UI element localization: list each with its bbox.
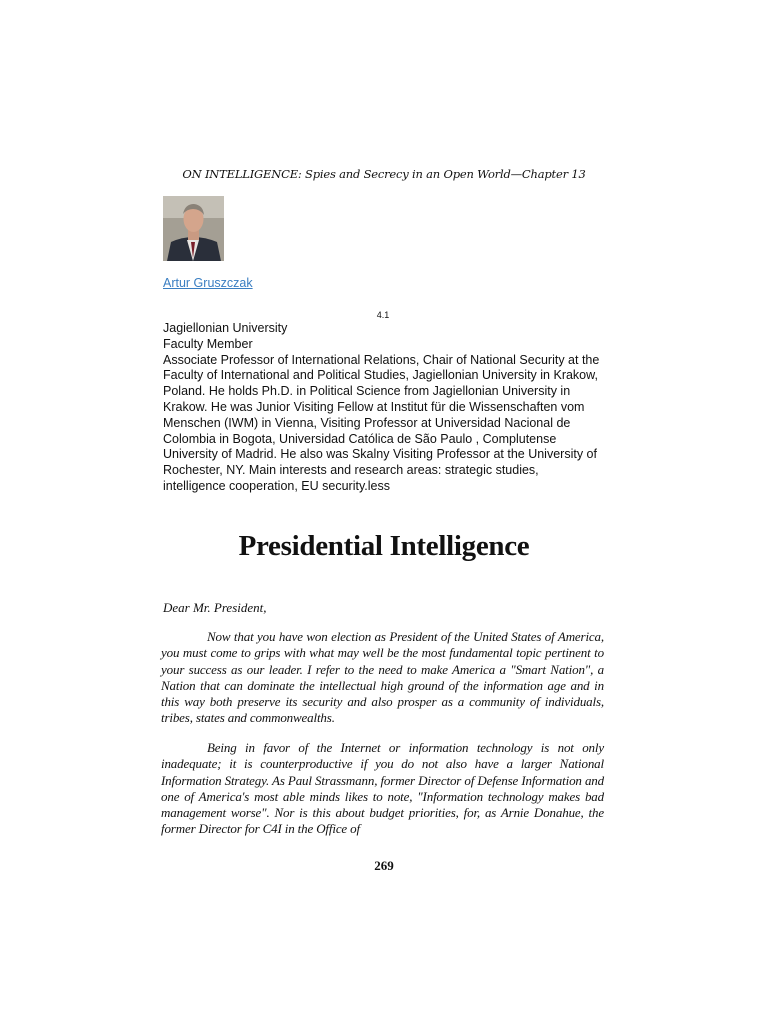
body-paragraph-2: Being in favor of the Internet or information technology is not only inadequate; it is counterproductive if you do not also have a larger National Information Strategy. As Paul Strassmann, former Director of Defense Information and one of America's most able minds likes to note, "Information technology makes bad management worse". Nor is this about budget priorities, for, as Arnie Donahue, the former Director for C4I in the Office of [161,740,604,837]
author-institution: Jagiellonian University [163,321,288,335]
author-photo [163,196,224,261]
version-label: 4.1 [376,310,390,320]
running-header: ON INTELLIGENCE: Spies and Secrecy in an Open World—Chapter 13 [182,167,586,181]
body-paragraph-1: Now that you have won election as President of the United States of America, you must come to grips with what may well be the most fundamental topic pertinent to your success as our leader. I refer to the need to make America a "Smart Nation", a Nation that can dominate the intellectual high ground of the information age and in this way both preserve its security and also prosper as a community of individuals, tribes, states and commonwealths. [161,629,604,726]
salutation: Dear Mr. President, [163,600,267,615]
author-name-link[interactable]: Artur Gruszczak [163,276,253,290]
author-bio [163,321,603,495]
author-bio-text: Associate Professor of International Relations, Chair of National Security at the Faculty of International and Political Studies, Jagiellonian University in Krakow, Poland. He holds Ph.D. in Political Science from Jagiellonian University in Krakow. He was Junior Visiting Fellow at Institut für die Wissenschaften vom Menschen (IWM) in Vienna, Visiting Professor at Universidad Nacional de Colombia in Bogota, Universidad Católica de São Paulo , Complutense University of Madrid. He also was Skalny Visiting Professor at the University of Rochester, NY. Main interests and research areas: strategic studies, intelligence cooperation, EU security.less [163,352,600,493]
document-title: Presidential Intelligence [238,530,530,562]
author-role: Faculty Member [163,336,253,351]
page-number: 269 [374,858,394,873]
